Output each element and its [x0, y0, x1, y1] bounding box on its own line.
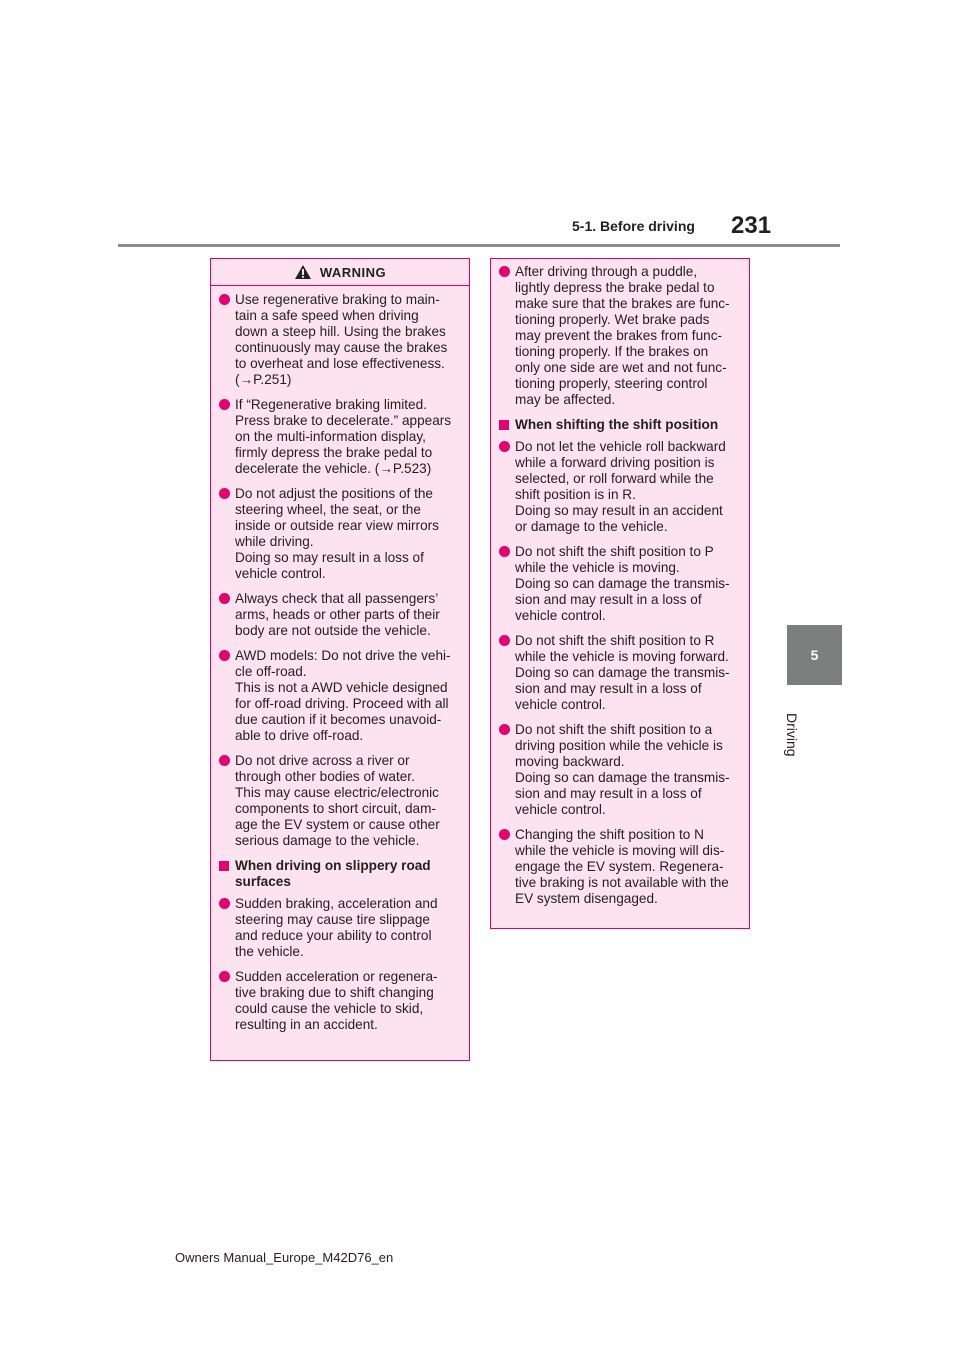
warning-item-text: After driving through a puddle, lightly depress the brake pedal to make sure that the brakes are func- tioning properly. Wet brake pads may prevent the brakes from func- tioning properly. If the brakes on only one side are wet and not func- tioning properly, steering control may be affected. — [515, 264, 730, 407]
warning-box-left — [210, 258, 470, 1061]
footer-text: Owners Manual_Europe_M42D76_en — [175, 1250, 394, 1265]
warning-item — [499, 264, 739, 408]
circle-bullet-icon — [499, 266, 510, 277]
warning-item — [499, 544, 739, 624]
warning-item-text: Sudden acceleration or regenera- tive braking due to shift changing could cause the vehicle to skid, resulting in an accident. — [235, 969, 438, 1032]
warning-item-text: Do not shift the shift position to R while the vehicle is moving forward. Doing so can damage the transmis- sion and may result in a loss of vehicle control. — [515, 633, 730, 712]
warning-item — [219, 753, 459, 849]
warning-title: WARNING — [319, 264, 387, 280]
circle-bullet-icon — [499, 635, 510, 646]
warning-item — [499, 439, 739, 535]
warning-item-text: Do not shift the shift position to a driving position while the vehicle is moving backward. Doing so can damage the transmis- sion and may result in a loss of vehicle control. — [515, 722, 730, 817]
circle-bullet-icon — [219, 294, 230, 305]
subheading-text: When driving on slippery road surfaces — [235, 858, 431, 889]
warning-item-text: Always check that all passengers’ arms, heads or other parts of their body are not outside the vehicle. — [235, 591, 440, 638]
circle-bullet-icon — [219, 399, 230, 410]
circle-bullet-icon — [499, 546, 510, 557]
section-title: 5-1. Before driving — [572, 218, 695, 234]
warning-triangle-icon — [294, 264, 312, 280]
warning-item-text: AWD models: Do not drive the vehi- cle off-road. This is not a AWD vehicle designed for off-road driving. Proceed with all due caution if it becomes unavoid- able to drive off-road. — [235, 648, 451, 743]
warning-item — [219, 648, 459, 744]
subheading-text: When shifting the shift position — [515, 417, 719, 432]
warning-item-text: Do not drive across a river or through other bodies of water. This may cause electric/electronic components to short circuit, dam- age the EV system or cause other serious damage to the vehicle. — [235, 753, 440, 848]
warning-item — [219, 292, 459, 388]
chapter-tab — [787, 625, 842, 685]
circle-bullet-icon — [219, 488, 230, 499]
warning-item — [499, 633, 739, 713]
warning-item — [219, 969, 459, 1033]
warning-header — [211, 259, 469, 286]
circle-bullet-icon — [219, 755, 230, 766]
warning-list-left — [211, 286, 469, 1033]
subheading — [219, 858, 459, 890]
warning-item — [219, 591, 459, 639]
circle-bullet-icon — [219, 898, 230, 909]
circle-bullet-icon — [499, 441, 510, 452]
warning-item-text: Use regenerative braking to main- tain a safe speed when driving down a steep hill. Using the brakes continuously may cause the brakes to overheat and lose effectiveness. (→P.251) — [235, 292, 448, 387]
warning-item-text: Do not shift the shift position to P while the vehicle is moving. Doing so can damage the transmis- sion and may result in a loss of vehicle control. — [515, 544, 730, 623]
warning-item-text: Sudden braking, acceleration and steering may cause tire slippage and reduce your ability to control the vehicle. — [235, 896, 438, 959]
chapter-number: 5 — [810, 647, 819, 663]
circle-bullet-icon — [219, 593, 230, 604]
warning-item — [219, 896, 459, 960]
warning-item-text: If “Regenerative braking limited. Press brake to decelerate.” appears on the multi-information display, firmly depress the brake pedal to decelerate the vehicle. (→P.523) — [235, 397, 452, 476]
warning-list-right — [491, 259, 749, 907]
warning-item — [499, 722, 739, 818]
subheading — [499, 417, 739, 433]
warning-item-text: Do not let the vehicle roll backward while a forward driving position is selected, or roll forward while the shift position is in R. Doing so may result in an accident or damage to the vehicle. — [515, 439, 726, 534]
warning-item — [219, 486, 459, 582]
warning-box-right — [490, 258, 750, 929]
square-bullet-icon — [219, 861, 229, 871]
chapter-label: Driving — [784, 713, 800, 757]
circle-bullet-icon — [499, 724, 510, 735]
circle-bullet-icon — [219, 650, 230, 661]
square-bullet-icon — [499, 420, 509, 430]
header-divider — [118, 244, 840, 247]
warning-item-text: Changing the shift position to N while the vehicle is moving will dis- engage the EV system. Regenera- tive braking is not available with the EV system disengaged. — [515, 827, 729, 906]
warning-item — [219, 397, 459, 477]
circle-bullet-icon — [219, 971, 230, 982]
warning-item — [499, 827, 739, 907]
page-number: 231 — [731, 212, 772, 239]
circle-bullet-icon — [499, 829, 510, 840]
warning-item-text: Do not adjust the positions of the steering wheel, the seat, or the inside or outside rear view mirrors while driving. Doing so may result in a loss of vehicle control. — [235, 486, 439, 581]
